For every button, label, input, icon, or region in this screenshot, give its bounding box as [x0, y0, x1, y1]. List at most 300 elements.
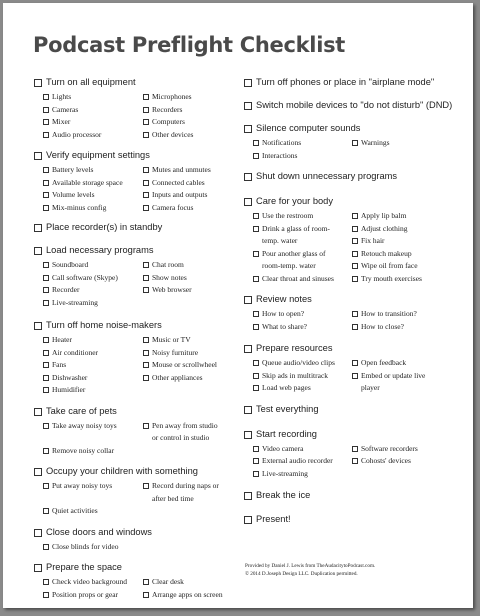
- checklist-item: [43, 164, 139, 177]
- item-checkbox[interactable]: [253, 251, 259, 257]
- item-checkbox[interactable]: [43, 119, 49, 125]
- checklist-item: [352, 443, 448, 456]
- item-label: Available storage space: [52, 177, 123, 187]
- checklist-item: [143, 384, 233, 397]
- footer-credits: [245, 563, 375, 578]
- checklist-item: [253, 210, 348, 223]
- checklist-items: [34, 91, 239, 141]
- checklist-item: [43, 177, 139, 190]
- checklist-item: [43, 129, 139, 142]
- item-checkbox[interactable]: [352, 373, 358, 379]
- item-label: How to open?: [262, 309, 305, 318]
- item-label: Open feedback: [361, 358, 407, 367]
- item-checkbox[interactable]: [43, 167, 49, 173]
- item-label: Other appliances: [152, 372, 203, 382]
- checklist-item: [143, 505, 233, 518]
- section-header: [34, 76, 239, 91]
- checklist-item: [143, 445, 233, 458]
- item-label: Noisy furniture: [152, 347, 199, 357]
- section-header: [244, 403, 469, 418]
- item-checkbox[interactable]: [143, 119, 149, 125]
- item-checkbox[interactable]: [253, 311, 259, 317]
- section-place-recorder-s-in-standby: [34, 221, 239, 236]
- item-label: Pour another glass of room-temp. water: [262, 248, 326, 270]
- item-label: Clear desk: [152, 577, 184, 586]
- section-turn-off-home-noise-makers: [34, 319, 239, 397]
- checklist-item: [352, 468, 448, 481]
- item-label: Wipe oil from face: [361, 261, 418, 270]
- item-checkbox[interactable]: [43, 375, 49, 381]
- checklist-items: [244, 443, 469, 481]
- section-label: Close doors and windows: [46, 526, 152, 537]
- section-header: [34, 526, 239, 541]
- checklist-item: [43, 589, 139, 602]
- item-checkbox[interactable]: [43, 508, 49, 514]
- item-checkbox[interactable]: [253, 324, 259, 330]
- section-label: Present!: [256, 514, 291, 524]
- checklist-item: [253, 455, 348, 468]
- item-label: Mixer: [52, 117, 71, 126]
- item-label: Adjust clothing: [361, 223, 408, 233]
- checklist-item: [143, 334, 233, 347]
- section-checkbox[interactable]: [34, 564, 42, 572]
- item-label: Humidifier: [52, 385, 86, 394]
- item-label: Computers: [152, 117, 185, 126]
- item-checkbox[interactable]: [43, 448, 49, 454]
- section-header: [34, 149, 239, 164]
- checklist-item: [352, 357, 448, 370]
- checklist-item: [143, 284, 233, 297]
- item-checkbox[interactable]: [43, 94, 49, 100]
- section-header: [244, 76, 469, 91]
- checklist-item: [143, 91, 233, 104]
- section-turn-off-phones-or-place-in-airplane-mode: [244, 76, 469, 91]
- section-header: [244, 195, 469, 210]
- item-checkbox[interactable]: [253, 360, 259, 366]
- item-label: Heater: [52, 335, 72, 344]
- checklist-item: [143, 589, 233, 602]
- item-label: Put away noisy toys: [52, 481, 113, 490]
- item-checkbox[interactable]: [143, 423, 149, 429]
- section-label: Prepare the space: [46, 562, 122, 572]
- item-label: Software recorders: [361, 443, 418, 453]
- section-checkbox[interactable]: [244, 102, 252, 110]
- item-label: What to share?: [262, 321, 307, 331]
- checklist-items: [34, 334, 239, 397]
- section-checkbox[interactable]: [244, 516, 252, 524]
- item-checkbox[interactable]: [43, 337, 49, 343]
- item-checkbox[interactable]: [143, 579, 149, 585]
- item-checkbox[interactable]: [143, 350, 149, 356]
- item-checkbox[interactable]: [352, 446, 358, 452]
- item-checkbox[interactable]: [143, 180, 149, 186]
- item-checkbox[interactable]: [43, 579, 49, 585]
- item-label: Air conditioner: [52, 347, 99, 357]
- item-label: Call software (Skype): [52, 272, 118, 282]
- page-title: Podcast Preflight Checklist: [33, 33, 346, 57]
- section-checkbox[interactable]: [34, 224, 42, 232]
- checklist-items: [34, 259, 239, 309]
- item-label: Cohosts' devices: [361, 456, 411, 465]
- checklist-item: [352, 223, 407, 236]
- item-checkbox[interactable]: [143, 132, 149, 138]
- left-column: [34, 76, 239, 601]
- checklist-item: [352, 308, 448, 321]
- item-checkbox[interactable]: [253, 226, 259, 232]
- item-checkbox[interactable]: [43, 107, 49, 113]
- section-review-notes: [244, 293, 469, 333]
- checklist-item: [143, 297, 233, 310]
- item-checkbox[interactable]: [43, 483, 49, 489]
- checklist-item: [143, 420, 233, 445]
- section-label: Review notes: [256, 294, 312, 304]
- item-checkbox[interactable]: [253, 446, 259, 452]
- checklist-item: [43, 297, 139, 310]
- item-label: Quiet activities: [52, 506, 98, 515]
- item-label: Cameras: [52, 104, 79, 114]
- item-checkbox[interactable]: [253, 153, 259, 159]
- section-start-recording: [244, 428, 469, 481]
- checklist-item: [43, 384, 139, 397]
- section-close-doors-and-windows: [34, 526, 239, 554]
- checklist-item: [253, 468, 348, 481]
- item-label: Live-streaming: [52, 297, 98, 307]
- checklist-item: [352, 382, 448, 395]
- section-header: [244, 170, 469, 185]
- item-label: Inputs and outputs: [152, 190, 208, 199]
- item-label: Use the restroom: [262, 211, 314, 220]
- item-checkbox[interactable]: [352, 213, 358, 219]
- section-present: [244, 513, 469, 528]
- section-checkbox[interactable]: [244, 79, 252, 87]
- item-checkbox[interactable]: [253, 213, 259, 219]
- section-header: [244, 122, 469, 137]
- item-checkbox[interactable]: [143, 107, 149, 113]
- checklist-item: [143, 129, 233, 142]
- footer-line-2: © 2014 D.Joseph Design LLC. Duplication permitted.: [245, 570, 358, 577]
- section-care-for-your-body: [244, 195, 469, 285]
- item-label: Embed or update live: [361, 370, 426, 380]
- item-label: Audio processor: [52, 129, 102, 139]
- item-checkbox[interactable]: [352, 140, 358, 146]
- footer-line-1: Provided by Daniel J. Lewis from TheAudacitytoPodcast.com.: [245, 563, 376, 569]
- item-label: Recorders: [152, 104, 183, 114]
- item-checkbox[interactable]: [352, 226, 358, 232]
- item-checkbox[interactable]: [43, 180, 49, 186]
- checklist-item: [352, 210, 448, 223]
- section-label: Turn off phones or place in "airplane mode": [256, 77, 435, 87]
- section-label: Turn off home noise-makers: [46, 320, 162, 330]
- checklist-item: [253, 370, 348, 383]
- item-checkbox[interactable]: [43, 387, 49, 393]
- right-column: [244, 76, 469, 528]
- section-checkbox[interactable]: [34, 529, 42, 537]
- checklist-item: [143, 272, 233, 285]
- section-label: Verify equipment settings: [46, 150, 150, 160]
- item-checkbox[interactable]: [143, 275, 149, 281]
- checklist-item: [352, 321, 448, 334]
- checklist-item: [43, 480, 139, 505]
- section-label: Place recorder(s) in standby: [46, 222, 163, 232]
- item-checkbox[interactable]: [253, 385, 259, 391]
- section-label: Care for your body: [256, 196, 333, 206]
- section-take-care-of-pets: [34, 405, 239, 458]
- section-checkbox[interactable]: [34, 322, 42, 330]
- checklist-item: [143, 116, 233, 129]
- section-occupy-your-children-with-something: [34, 465, 239, 518]
- checklist-items: [244, 357, 469, 395]
- item-label: Camera focus: [152, 202, 194, 212]
- item-label: Notifications: [262, 138, 302, 147]
- item-label: Other devices: [152, 129, 194, 139]
- item-checkbox[interactable]: [143, 592, 149, 598]
- checklist-item: [43, 334, 139, 347]
- checklist-item: [143, 104, 233, 117]
- item-label: Close blinds for video: [52, 541, 119, 551]
- section-label: Test everything: [256, 403, 319, 414]
- section-header: [244, 99, 469, 114]
- item-checkbox[interactable]: [352, 263, 358, 269]
- checklist-item: [43, 445, 139, 458]
- section-header: [34, 561, 239, 576]
- section-label: Take care of pets: [46, 405, 117, 416]
- checklist-item: [143, 164, 233, 177]
- item-label: Mutes and unmutes: [152, 165, 211, 174]
- item-label: External audio recorder: [262, 456, 333, 465]
- checklist-item: [253, 137, 348, 150]
- checklist-items: [34, 576, 239, 601]
- section-prepare-resources: [244, 342, 469, 395]
- section-switch-mobile-devices-to-do-not-disturb-dnd: [244, 99, 469, 114]
- section-load-necessary-programs: [34, 244, 239, 309]
- checklist-item: [43, 541, 139, 554]
- item-checkbox[interactable]: [352, 276, 358, 282]
- item-checkbox[interactable]: [43, 350, 49, 356]
- checklist-item: [253, 321, 348, 334]
- checklist-item: [43, 189, 139, 202]
- checklist-item: [43, 284, 139, 297]
- checklist-item: [352, 137, 448, 150]
- item-checkbox[interactable]: [43, 544, 49, 550]
- item-checkbox[interactable]: [43, 205, 49, 211]
- item-checkbox[interactable]: [43, 262, 49, 268]
- section-checkbox[interactable]: [34, 408, 42, 416]
- section-header: [34, 221, 239, 236]
- section-label: Silence computer sounds: [256, 123, 361, 133]
- checklist-item: [143, 202, 233, 215]
- item-label: Battery levels: [52, 165, 94, 174]
- item-label: Take away noisy toys: [52, 420, 117, 430]
- section-checkbox[interactable]: [244, 492, 252, 500]
- section-header: [34, 244, 239, 259]
- section-header: [244, 342, 469, 357]
- section-label: Shut down unnecessary programs: [256, 171, 398, 181]
- checklist-item: [352, 260, 418, 273]
- item-checkbox[interactable]: [43, 362, 49, 368]
- section-header: [34, 465, 239, 480]
- item-label: Music or TV: [152, 335, 191, 344]
- section-prepare-the-space: [34, 561, 239, 601]
- section-header: [34, 319, 239, 334]
- item-label: Check video background: [52, 577, 127, 586]
- item-label: Dishwasher: [52, 372, 88, 382]
- checklist-item: [143, 480, 233, 505]
- item-label: Mouse or scrollwheel: [152, 360, 217, 369]
- item-label: Fans: [52, 360, 67, 369]
- item-label: Interactions: [262, 150, 298, 160]
- item-checkbox[interactable]: [253, 471, 259, 477]
- checklist-item: [143, 372, 233, 385]
- item-label: Show notes: [152, 272, 187, 282]
- item-label: Skip ads in multitrack: [262, 370, 329, 380]
- checklist-item: [143, 359, 233, 372]
- checklist-items: [34, 164, 239, 214]
- item-checkbox[interactable]: [143, 167, 149, 173]
- checklist-item: [143, 576, 233, 589]
- item-label: Try mouth exercises: [361, 273, 422, 283]
- section-checkbox[interactable]: [34, 468, 42, 476]
- item-label: Web browser: [152, 285, 192, 294]
- checklist-item: [352, 370, 448, 383]
- item-checkbox[interactable]: [352, 458, 358, 464]
- checklist-item: [43, 259, 139, 272]
- item-checkbox[interactable]: [352, 311, 358, 317]
- item-checkbox[interactable]: [352, 251, 358, 257]
- section-label: Occupy your children with something: [46, 466, 198, 476]
- item-checkbox[interactable]: [143, 483, 149, 489]
- item-label: Remove noisy collar: [52, 445, 115, 455]
- item-label: player: [361, 383, 380, 392]
- section-checkbox[interactable]: [34, 152, 42, 160]
- item-label: Connected cables: [152, 177, 205, 187]
- item-checkbox[interactable]: [43, 423, 49, 429]
- item-checkbox[interactable]: [352, 324, 358, 330]
- checklist-item: [253, 308, 348, 321]
- checklist-item: [352, 455, 448, 468]
- item-checkbox[interactable]: [143, 94, 149, 100]
- checklist-item: [253, 443, 348, 456]
- section-checkbox[interactable]: [34, 79, 42, 87]
- item-checkbox[interactable]: [253, 458, 259, 464]
- checklist-item: [43, 372, 139, 385]
- item-checkbox[interactable]: [143, 362, 149, 368]
- checklist-item: [43, 347, 139, 360]
- item-checkbox[interactable]: [43, 287, 49, 293]
- checklist-item: [43, 576, 139, 589]
- section-break-the-ice: [244, 489, 469, 504]
- section-checkbox[interactable]: [34, 247, 42, 255]
- checklist-item: [253, 357, 348, 370]
- section-silence-computer-sounds: [244, 122, 469, 162]
- item-label: Microphones: [152, 92, 192, 101]
- section-header: [244, 428, 469, 443]
- section-label: Switch mobile devices to "do not disturb" (DND): [256, 100, 453, 110]
- item-checkbox[interactable]: [143, 192, 149, 198]
- item-checkbox[interactable]: [43, 132, 49, 138]
- section-header: [244, 293, 469, 308]
- item-label: Pen away from studio or control in studio: [152, 420, 218, 442]
- item-label: Video camera: [262, 443, 304, 453]
- section-test-everything: [244, 403, 469, 418]
- item-label: Volume levels: [52, 190, 95, 199]
- item-label: Fix hair: [361, 236, 385, 245]
- item-checkbox[interactable]: [43, 275, 49, 281]
- item-checkbox[interactable]: [253, 276, 259, 282]
- item-checkbox[interactable]: [352, 360, 358, 366]
- item-checkbox[interactable]: [143, 287, 149, 293]
- item-label: Position props or gear: [52, 589, 119, 599]
- checklist-item: [253, 248, 348, 273]
- item-label: Queue audio/video clips: [262, 358, 335, 367]
- item-label: Live-streaming: [262, 468, 308, 478]
- checklist-item: [43, 202, 139, 215]
- section-turn-on-all-equipment: [34, 76, 239, 141]
- section-verify-equipment-settings: [34, 149, 239, 214]
- item-label: Warnings: [361, 138, 390, 147]
- checklist-item: [352, 248, 448, 273]
- checklist-items: [34, 420, 239, 458]
- checklist-item: [253, 150, 348, 163]
- checklist-item: [43, 91, 139, 104]
- checklist-item: [43, 420, 139, 445]
- checklist-item: [143, 189, 233, 202]
- checklist-page: [3, 3, 473, 608]
- checklist-item: [143, 259, 233, 272]
- item-checkbox[interactable]: [43, 592, 49, 598]
- checklist-item: [43, 505, 139, 518]
- section-label: Prepare resources: [256, 343, 333, 353]
- section-checkbox[interactable]: [244, 296, 252, 304]
- section-checkbox[interactable]: [244, 198, 252, 206]
- item-checkbox[interactable]: [143, 262, 149, 268]
- checklist-item: [143, 177, 233, 190]
- section-checkbox[interactable]: [244, 345, 252, 353]
- checklist-item: [352, 150, 448, 163]
- checklist-item: [43, 359, 139, 372]
- section-header: [244, 489, 469, 504]
- item-label: Apply lip balm: [361, 211, 407, 220]
- item-checkbox[interactable]: [253, 373, 259, 379]
- section-checkbox[interactable]: [244, 173, 252, 181]
- item-label: Drink a glass of room- temp. water: [262, 223, 330, 245]
- section-checkbox[interactable]: [244, 125, 252, 133]
- checklist-items: [34, 541, 239, 554]
- section-label: Start recording: [256, 428, 317, 439]
- checklist-item: [43, 272, 139, 285]
- item-checkbox[interactable]: [352, 238, 358, 244]
- section-checkbox[interactable]: [244, 406, 252, 414]
- item-label: Arrange apps on screen: [152, 589, 223, 599]
- item-checkbox[interactable]: [253, 140, 259, 146]
- item-checkbox[interactable]: [143, 205, 149, 211]
- section-header: [244, 513, 469, 528]
- checklist-items: [244, 137, 469, 162]
- item-checkbox[interactable]: [43, 300, 49, 306]
- item-checkbox[interactable]: [43, 192, 49, 198]
- item-label: Lights: [52, 92, 72, 101]
- item-checkbox[interactable]: [143, 375, 149, 381]
- section-checkbox[interactable]: [244, 431, 252, 439]
- section-label: Load necessary programs: [46, 245, 154, 255]
- checklist-item: [253, 382, 348, 395]
- checklist-item: [43, 116, 139, 129]
- item-label: Retouch makeup: [361, 248, 412, 258]
- item-label: How to close?: [361, 321, 404, 331]
- item-label: Soundboard: [52, 260, 89, 269]
- item-label: Mix-minus config: [52, 202, 107, 212]
- item-checkbox[interactable]: [143, 337, 149, 343]
- item-label: Record during naps or after bed time: [152, 481, 219, 503]
